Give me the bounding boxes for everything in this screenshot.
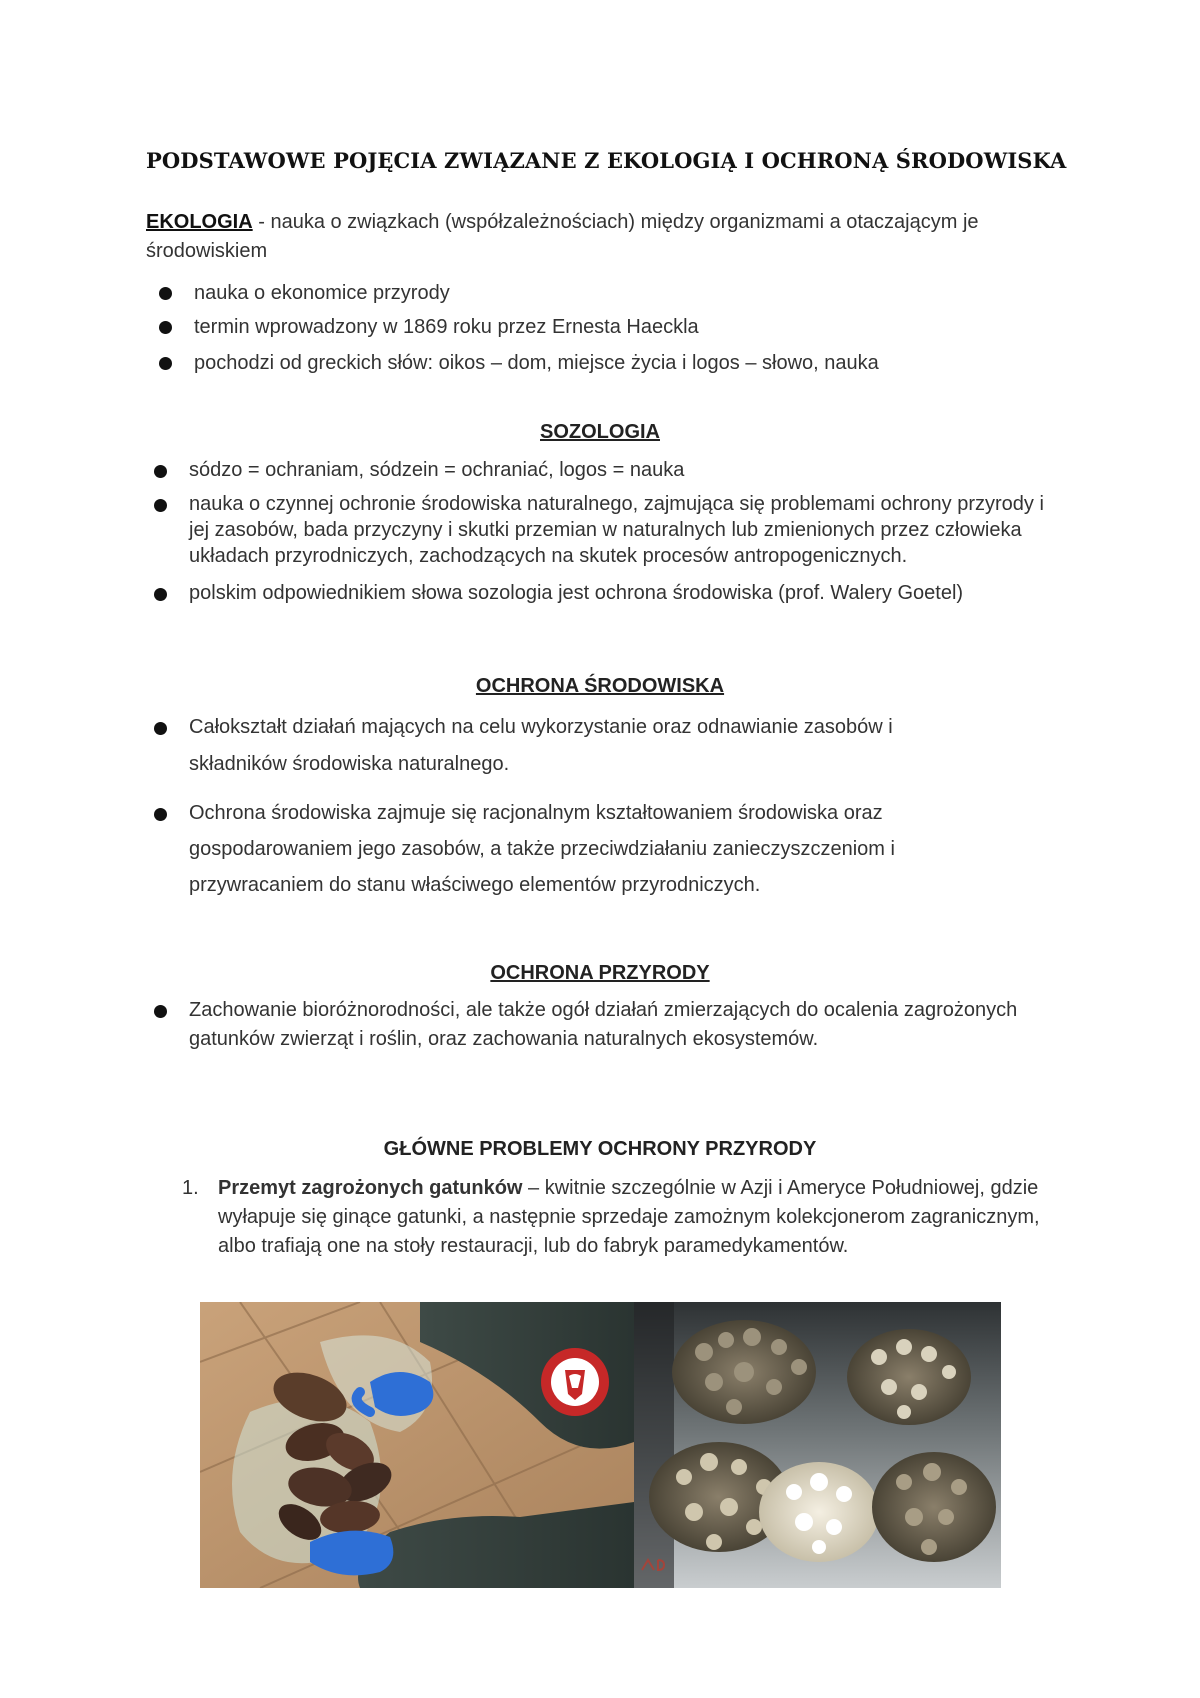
- list-item: Ochrona środowiska zajmuje się racjonalnym kształtowaniem środowiska oraz gospodarowaniem jego zasobów, a także przeciwdziałaniu zanieczyszczeniom i przywracaniem do stanu właściwego elementów przyrodniczych.: [189, 795, 989, 903]
- list-item: Zachowanie bioróżnorodności, ale także ogół działań zmierzających do ocalenia zagrożonych gatunków zwierząt i roślin, oraz zachowania naturalnych ekosystemów.: [189, 996, 1049, 1054]
- bullet-icon: [159, 321, 172, 334]
- sozologia-heading: SOZOLOGIA: [540, 421, 660, 443]
- list-number: 1.: [182, 1177, 199, 1199]
- sozologia-bullet-list: [189, 457, 1069, 606]
- bullet-icon: [154, 722, 167, 735]
- list-item: Całokształt działań mających na celu wykorzystanie oraz odnawianie zasobów i składników środowiska naturalnego.: [189, 709, 989, 783]
- ekologia-definition-text: - nauka o związkach (współzależnościach) między organizmami a otaczającym je środowiskiem: [146, 211, 979, 262]
- ekologia-term: EKOLOGIA: [146, 211, 253, 233]
- list-item: pochodzi od greckich słów: oikos – dom, miejsce życia i logos – słowo, nauka: [194, 349, 1074, 383]
- list-item: [182, 1174, 1068, 1261]
- bullet-icon: [154, 588, 167, 601]
- list-item: sódzo = ochraniam, sódzein = ochraniać, logos = nauka: [189, 457, 1069, 483]
- problem-title: Przemyt zagrożonych gatunków: [218, 1177, 523, 1199]
- list-item: nauka o ekonomice przyrody: [194, 279, 1074, 313]
- glowne-problemy-heading: GŁÓWNE PROBLEMY OCHRONY PRZYRODY: [383, 1138, 817, 1160]
- list-item: termin wprowadzony w 1869 roku przez Ernesta Haeckla: [194, 313, 1074, 349]
- problems-numbered-list: [182, 1174, 1068, 1261]
- coral-photo: [634, 1302, 1001, 1588]
- bullet-icon: [154, 1005, 167, 1018]
- problem-text: – kwitnie szczególnie w Azji i Ameryce Południowej, gdzie wyłapuje się ginące gatunki, a następnie sprzedaje zamożnym kolekcjonerom zagranicznym, albo trafiają one na stoły restauracji, lub do fabryk paramedykamentów.: [218, 1177, 1040, 1257]
- list-item: polskim odpowiednikiem słowa sozologia jest ochrona środowiska (prof. Walery Goetel): [189, 580, 1069, 606]
- ochrona-przyrody-heading: OCHRONA PRZYRODY: [490, 962, 710, 984]
- ochrona-srodowiska-bullet-list: [189, 709, 989, 903]
- bullet-icon: [154, 499, 167, 512]
- ekologia-bullet-list: [194, 279, 1074, 383]
- ochrona-przyrody-bullet-list: [189, 996, 1049, 1054]
- bullet-icon: [154, 808, 167, 821]
- bullet-icon: [159, 287, 172, 300]
- list-item: nauka o czynnej ochronie środowiska naturalnego, zajmująca się problemami ochrony przyrody i jej zasobów, bada przyczyny i skutki przemian w naturalnych lub zmienionych przez człowieka układach przyrodniczych, zachodzących na skutek procesów antropogenicznych.: [189, 491, 1069, 569]
- page-title: PODSTAWOWE POJĘCIA ZWIĄZANE Z EKOLOGIĄ I OCHRONĄ ŚRODOWISKA: [146, 148, 1067, 173]
- ochrona-srodowiska-heading: OCHRONA ŚRODOWISKA: [475, 675, 725, 697]
- ekologia-definition: [146, 208, 1066, 266]
- photo-strip: [200, 1302, 1001, 1588]
- smuggled-goods-photo: [200, 1302, 634, 1588]
- bullet-icon: [154, 465, 167, 478]
- bullet-icon: [159, 357, 172, 370]
